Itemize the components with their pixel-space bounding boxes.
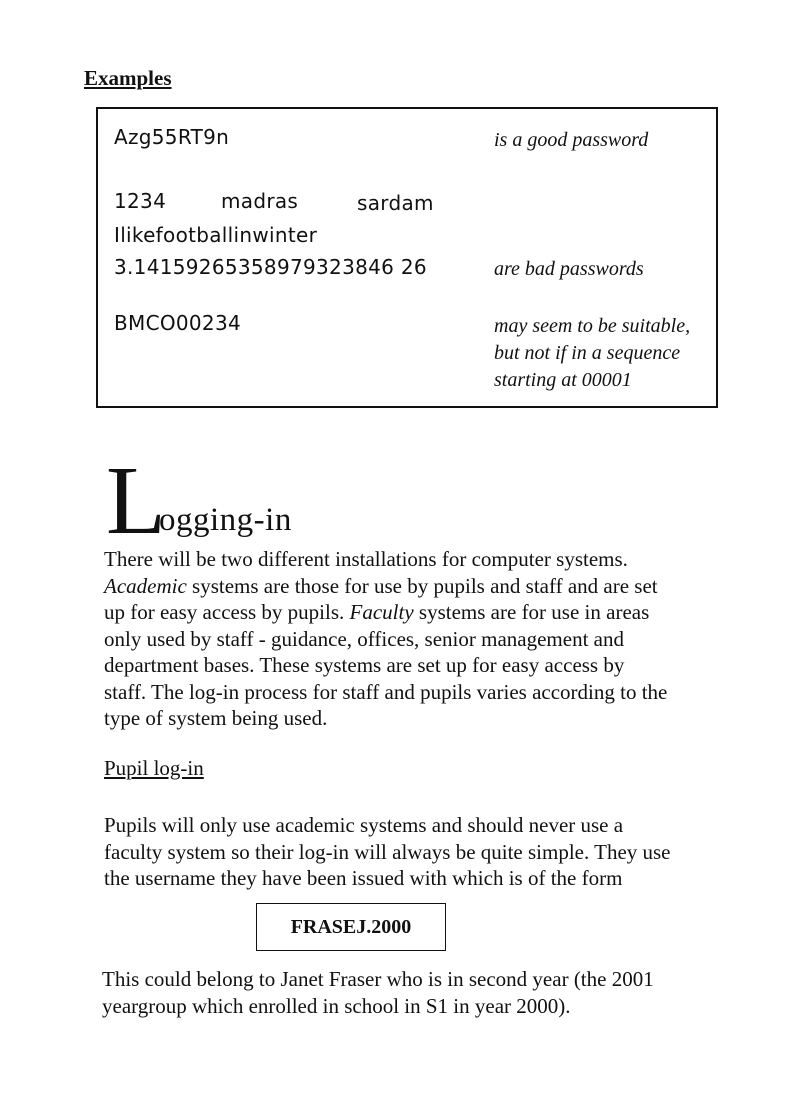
paragraph-line: Academic systems are those for use by pupils and staff and are set bbox=[104, 573, 658, 598]
paragraph-line: This could belong to Janet Fraser who is in second year (the 2001 bbox=[102, 967, 654, 991]
paragraph-line: yeargroup which enrolled in school in S1 in year 2000). bbox=[102, 993, 571, 1018]
paragraph-line: There will be two different installations for computer systems. bbox=[104, 547, 628, 571]
sequence-password-example: BMCO00234 bbox=[114, 311, 242, 335]
examples-heading: Examples bbox=[84, 66, 172, 90]
academic-emphasis: Academic bbox=[104, 573, 187, 598]
logging-in-paragraph bbox=[104, 546, 744, 732]
bad-passwords-note: are bad passwords bbox=[494, 258, 644, 280]
paragraph-line: the username they have been issued with which is of the form bbox=[104, 866, 623, 890]
logging-in-heading: ogging-in bbox=[159, 502, 292, 538]
sequence-note-line-1: may seem to be suitable, bbox=[494, 315, 691, 337]
paragraph-line: faculty system so their log-in will always be quite simple. They use bbox=[104, 839, 671, 864]
pupil-login-paragraph bbox=[104, 812, 744, 892]
good-password-note: is a good password bbox=[494, 129, 649, 151]
bad-password-sardam: sardam bbox=[357, 191, 434, 215]
paragraph-line: Pupils will only use academic systems and should never use a bbox=[104, 813, 624, 837]
bad-password-pi: 3.14159265358979323846 26 bbox=[114, 255, 427, 279]
pupil-login-subheading: Pupil log-in bbox=[104, 756, 204, 780]
username-example-box: FRASEJ.2000 bbox=[256, 903, 446, 951]
paragraph-line: staff. The log-in process for staff and pupils varies according to the bbox=[104, 679, 668, 704]
sequence-note-line-2: but not if in a sequence bbox=[494, 342, 681, 364]
paragraph-line: only used by staff - guidance, offices, senior management and bbox=[104, 626, 624, 651]
bad-password-madras: madras bbox=[221, 189, 299, 213]
sequence-note-line-3: starting at 00001 bbox=[494, 369, 632, 391]
paragraph-line: department bases. These systems are set up for easy access by bbox=[104, 653, 625, 677]
paragraph-line: up for easy access by pupils. Faculty systems are for use in areas bbox=[104, 600, 650, 624]
username-explanation bbox=[102, 966, 742, 1019]
bad-password-1234: 1234 bbox=[114, 189, 167, 213]
good-password-example: Azg55RT9n bbox=[114, 125, 230, 149]
bad-password-phrase: Ilikefootballinwinter bbox=[114, 223, 318, 247]
paragraph-line: type of system being used. bbox=[104, 706, 328, 730]
logging-in-dropcap: L bbox=[106, 447, 166, 555]
faculty-emphasis: Faculty bbox=[349, 600, 414, 624]
examples-box bbox=[96, 107, 718, 408]
